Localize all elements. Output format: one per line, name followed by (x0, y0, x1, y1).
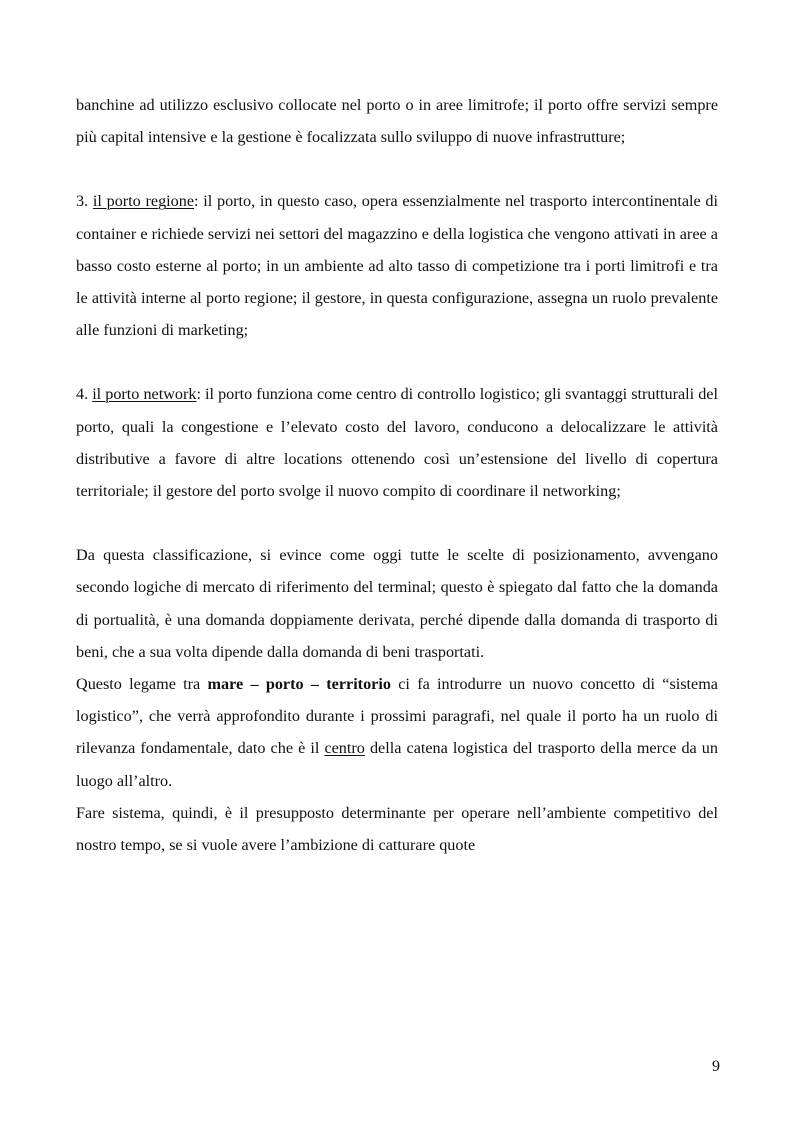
page-number: 9 (712, 1058, 720, 1075)
list-item-text: : il porto, in questo caso, opera essenzialmente nel trasporto intercontinentale di container e richiede servizi nei settori del magazzino e della logistica che vengono attivati in aree a basso costo esterne al porto; in un ambiente ad alto tasso di competizione tra i porti limitrofi e tra le attività interne al porto regione; il gestore, in questa configurazione, assegna un ruolo prevalente alle funzioni di marketing; (76, 192, 718, 340)
paragraph-text-before: Questo legame tra (76, 675, 208, 694)
paragraph-legame (76, 668, 718, 797)
document-page (76, 89, 718, 861)
term-porto-network: il porto network (92, 385, 197, 404)
paragraph-text-after: della catena logistica del trasporto della merce da un luogo all’altro. (76, 739, 718, 790)
list-number: 3. (76, 192, 89, 211)
list-item-porto-regione (76, 185, 718, 346)
paragraph-text: banchine ad utilizzo esclusivo collocate nel porto o in aree limitrofe; il porto offre servizi sempre più capital intensive e la gestione è focalizzata sullo sviluppo di nuove infrastrutture; (76, 96, 718, 147)
paragraph-text: Da questa classificazione, si evince come oggi tutte le scelte di posizionamento, avvengano secondo logiche di mercato di riferimento del terminal; questo è spiegato dal fatto che la domanda di portualità, è una domanda doppiamente derivata, perché dipende dalla domanda di trasporto di beni, che a sua volta dipende dalla domanda di beni trasportati. (76, 546, 718, 661)
paragraph-fare-sistema (76, 797, 718, 861)
paragraph-text-middle: ci fa introdurre un nuovo concetto di “sistema logistico”, che verrà approfondito durante i prossimi paragrafi, nel quale il porto ha un ruolo di rilevanza fondamentale, dato che è il (76, 675, 718, 758)
list-item-porto-network (76, 378, 718, 507)
paragraph-continuation (76, 89, 718, 153)
term-porto-regione: il porto regione (92, 192, 195, 211)
paragraph-classificazione (76, 539, 718, 668)
underlined-word: centro (324, 739, 365, 758)
bold-phrase: mare – porto – territorio (207, 675, 391, 694)
paragraph-text: Fare sistema, quindi, è il presupposto determinante per operare nell’ambiente competitivo del nostro tempo, se si vuole avere l’ambizione di catturare quote (76, 803, 718, 855)
list-item-text: : il porto funziona come centro di controllo logistico; gli svantaggi strutturali del porto, quali la congestione e l’elevato costo del lavoro, conducono a delocalizzare le attività distributive a favore di altre locations ottenendo così un’estensione del livello di copertura territoriale; il gestore del porto svolge il nuovo compito di coordinare il networking; (76, 385, 718, 501)
list-number: 4. (76, 385, 89, 404)
